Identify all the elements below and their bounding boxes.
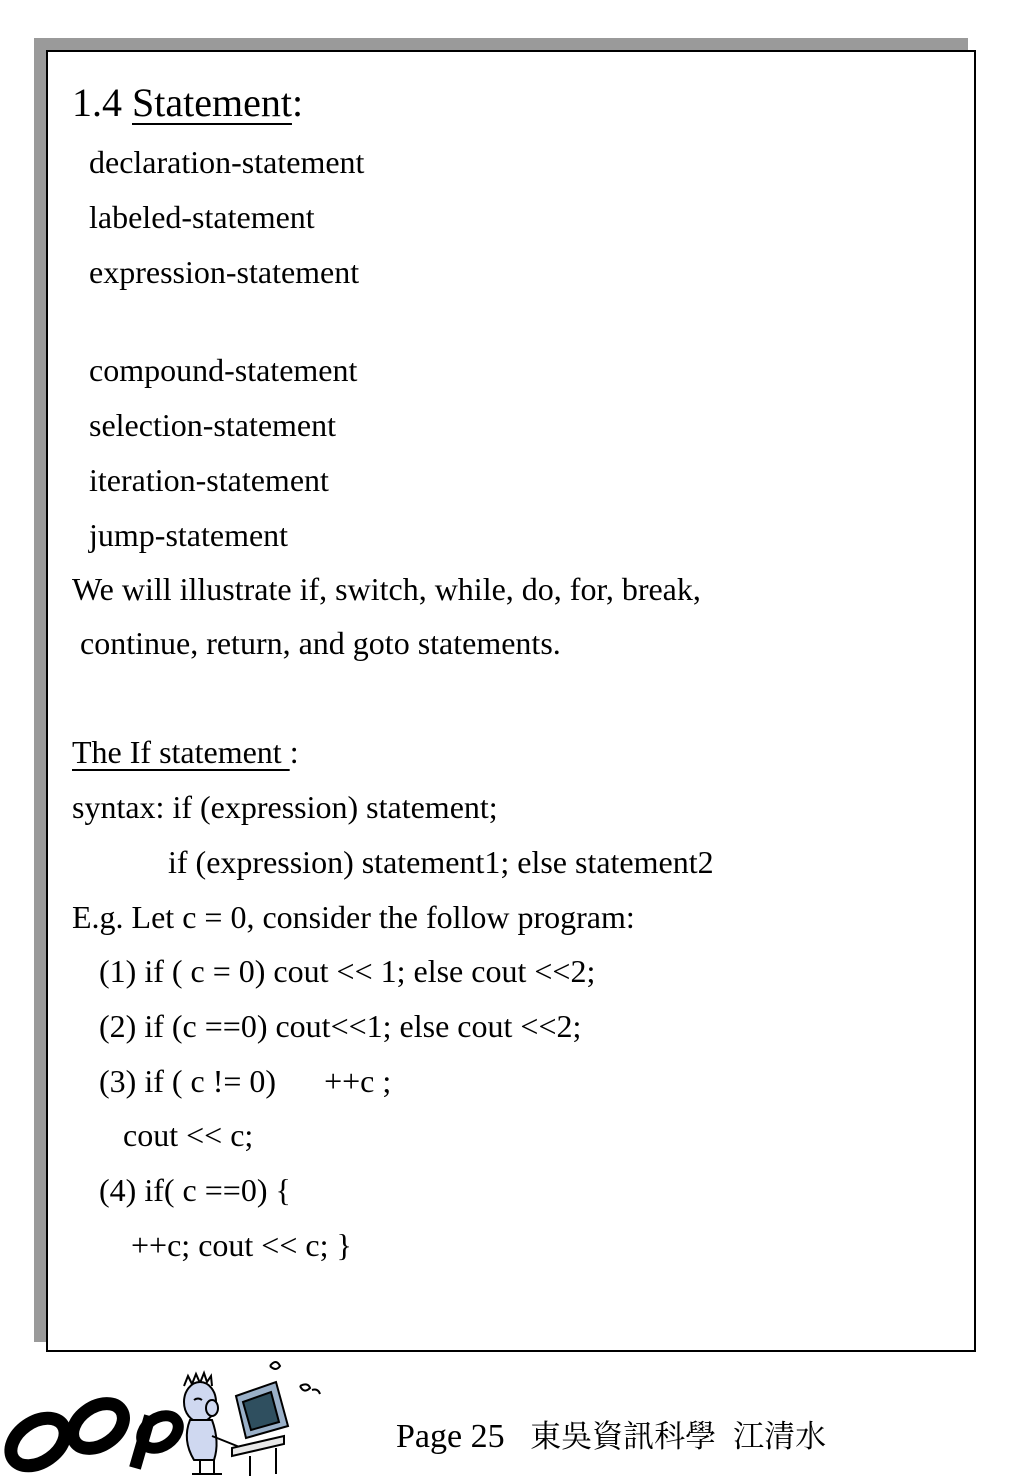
title-number: 1.4	[72, 80, 132, 125]
code-line-5: (4) if( c ==0) {	[99, 1172, 291, 1208]
oop-logo	[0, 1356, 340, 1479]
illustrate-line-1: We will illustrate if, switch, while, do, for, break,	[72, 571, 701, 607]
code-line-1: (1) if ( c = 0) cout << 1; else cout <<2;	[99, 953, 596, 989]
statement-type-declaration: declaration-statement	[89, 144, 365, 180]
statement-type-jump: jump-statement	[89, 517, 289, 553]
school-name: 東吳資訊科學	[530, 1419, 717, 1455]
programmer-cartoon-icon	[184, 1362, 320, 1476]
example-intro: E.g. Let c = 0, consider the follow program:	[72, 899, 635, 935]
code-line-4: cout << c;	[99, 1117, 254, 1153]
statement-type-compound: compound-statement	[89, 352, 358, 388]
code-line-2: (2) if (c ==0) cout<<1; else cout <<2;	[99, 1008, 582, 1044]
title-colon: :	[291, 80, 304, 125]
statement-type-expression: expression-statement	[89, 254, 360, 290]
section-title	[72, 78, 303, 128]
illustrate-line-2: continue, return, and goto statements.	[72, 625, 561, 661]
oop-letters	[2, 1394, 184, 1475]
author-name: 江清水	[733, 1419, 827, 1455]
page-number: Page 25	[396, 1418, 505, 1455]
code-line-3: (3) if ( c != 0) ++c ;	[99, 1063, 392, 1099]
if-statement-heading	[72, 732, 299, 772]
syntax-line-1: syntax: if (expression) statement;	[72, 789, 498, 825]
if-heading-colon: :	[289, 734, 299, 770]
title-word: Statement	[132, 80, 292, 125]
statement-type-labeled: labeled-statement	[89, 199, 315, 235]
if-heading-label: The If statement	[72, 734, 290, 770]
code-line-6: ++c; cout << c; }	[99, 1227, 352, 1263]
statement-type-iteration: iteration-statement	[89, 462, 329, 498]
slide-footer	[396, 1412, 826, 1462]
syntax-line-2: if (expression) statement1; else statement2	[72, 844, 714, 880]
statement-type-selection: selection-statement	[89, 407, 337, 443]
slide-frame	[46, 50, 976, 1352]
